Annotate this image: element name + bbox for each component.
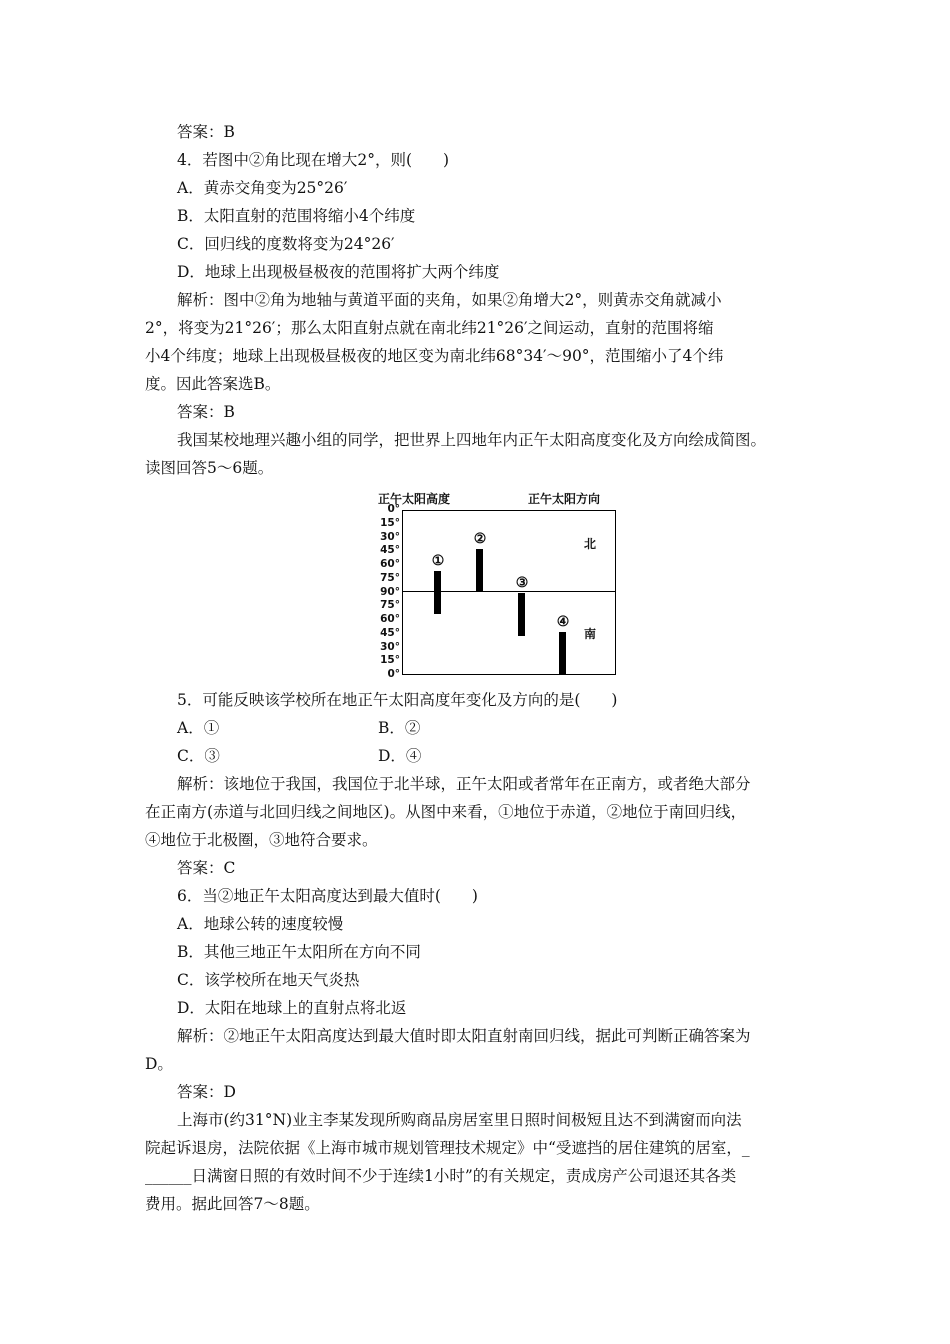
sun-altitude-chart [370, 488, 620, 683]
question-6-option-a: A．地球公转的速度较慢 [177, 915, 344, 933]
chart-bar [518, 593, 525, 636]
question-6-analysis-2: D。 [145, 1055, 173, 1073]
y-tick-label: 15° [380, 516, 400, 529]
question-4-option-d: D．地球上出现极昼极夜的范围将扩大两个纬度 [177, 263, 500, 281]
chart-bar [434, 571, 441, 614]
chart-bar [559, 632, 566, 675]
question-4-analysis-4: 度。因此答案选B。 [145, 375, 281, 393]
direction-north-label: 北 [584, 537, 597, 551]
question-6-stem: 6．当②地正午太阳高度达到最大值时( ) [177, 887, 478, 905]
answer-5: 答案：C [177, 859, 236, 877]
y-tick-label: 75° [380, 599, 400, 612]
y-tick-label: 90° [380, 585, 400, 598]
direction-south-label: 南 [584, 627, 597, 641]
y-tick-label: 0° [387, 503, 400, 515]
question-5-option-b: B．② [378, 719, 421, 737]
question-5-stem: 5．可能反映该学校所在地正午太阳高度年变化及方向的是( ) [177, 691, 618, 709]
question-4-analysis-1: 解析：图中②角为地轴与黄道平面的夹角，如果②角增大2°，则黄赤交角就减小 [177, 291, 722, 309]
question-5-analysis-1: 解析：该地位于我国，我国位于北半球，正午太阳或者常年在正南方，或者绝大部分 [177, 775, 751, 793]
y-tick-label: 60° [380, 558, 400, 570]
y-tick-label: 30° [380, 640, 400, 653]
answer-6: 答案：D [177, 1083, 236, 1101]
passage-7-8-line-4: 费用。据此回答7～8题。 [145, 1195, 320, 1213]
intro-5-6-line-1: 我国某校地理兴趣小组的同学，把世界上四地年内正午太阳高度变化及方向绘成简图。 [177, 431, 767, 449]
question-6-option-c: C．该学校所在地天气炎热 [177, 971, 360, 989]
y-tick-label: 60° [380, 613, 400, 625]
passage-7-8-line-2: 院起诉退房，法院依据《上海市城市规划管理技术规定》中“受遮挡的居住建筑的居室，_ [145, 1139, 750, 1157]
question-6-option-d: D．太阳在地球上的直射点将北返 [177, 999, 407, 1017]
y-tick-label: 75° [380, 571, 400, 584]
bar-marker-label: ④ [556, 613, 570, 630]
question-4-option-a: A．黄赤交角变为25°26′ [177, 179, 348, 197]
passage-7-8-line-1: 上海市(约31°N)业主李某发现所购商品房居室里日照时间极短且达不到满窗而向法 [177, 1111, 742, 1129]
y-tick-label: 30° [380, 530, 400, 543]
y-tick-label: 45° [380, 544, 400, 557]
chart-title-left: 正午太阳高度 [378, 492, 451, 506]
chart-title-right: 正午太阳方向 [528, 492, 601, 506]
passage-7-8-line-3: ______日满窗日照的有效时间不少于连续1小时”的有关规定，责成房产公司退还其各类 [145, 1167, 737, 1185]
question-4-analysis-2: 2°，将变为21°26′；那么太阳直射点就在南北纬21°26′之间运动，直射的范围将缩 [145, 319, 714, 337]
y-tick-label: 45° [380, 626, 400, 639]
intro-5-6-line-2: 读图回答5～6题。 [145, 459, 274, 477]
question-4-stem: 4．若图中②角比现在增大2°，则( ) [177, 151, 450, 169]
question-5-analysis-2: 在正南方(赤道与北回归线之间地区)。从图中来看，①地位于赤道，②地位于南回归线， [145, 803, 747, 821]
question-4-option-b: B．太阳直射的范围将缩小4个纬度 [177, 207, 416, 225]
bar-marker-label: ① [431, 552, 445, 569]
question-6-option-b: B．其他三地正午太阳所在方向不同 [177, 943, 421, 961]
question-5-analysis-3: ④地位于北极圈，③地符合要求。 [145, 831, 378, 849]
question-4-option-c: C．回归线的度数将变为24°26′ [177, 235, 395, 253]
question-4-analysis-3: 小4个纬度；地球上出现极昼极夜的地区变为南北纬68°34′～90°，范围缩小了4个纬 [145, 347, 724, 365]
bar-marker-label: ③ [515, 574, 529, 591]
question-5-option-a: A．① [177, 719, 220, 737]
y-tick-label: 0° [387, 668, 400, 680]
chart-bar [476, 549, 483, 592]
question-5-option-c: C．③ [177, 747, 220, 765]
question-6-analysis-1: 解析：②地正午太阳高度达到最大值时即太阳直射南回归线，据此可判断正确答案为 [177, 1027, 751, 1045]
answer-3: 答案：B [177, 123, 235, 141]
question-5-option-d: D．④ [378, 747, 422, 765]
answer-4: 答案：B [177, 403, 235, 421]
bar-marker-label: ② [473, 531, 487, 548]
y-tick-label: 15° [380, 654, 400, 667]
